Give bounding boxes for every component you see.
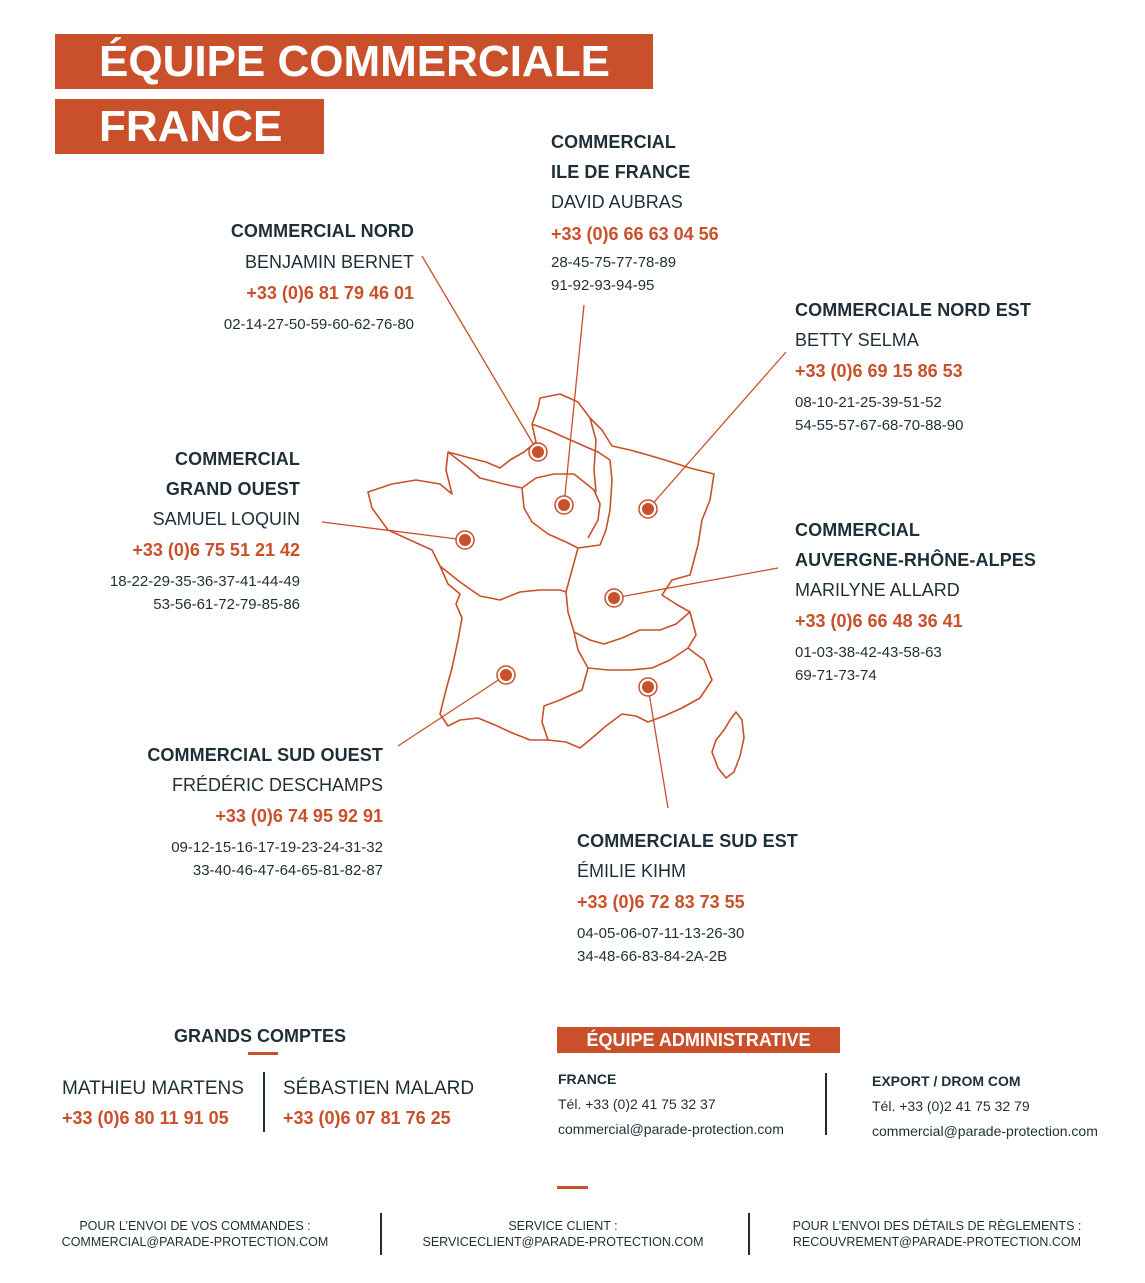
- rep-title: COMMERCIALE SUD EST: [577, 831, 798, 851]
- footer-service-client: [405, 1218, 721, 1250]
- rep-departments: 01-03-38-42-43-58-63: [795, 644, 942, 661]
- rep-card-nord-est: [795, 301, 1031, 433]
- rep-departments: 02-14-27-50-59-60-62-76-80: [223, 316, 414, 333]
- grands-comptes-name-2: SÉBASTIEN MALARD: [283, 1078, 475, 1099]
- rep-card-nord: [150, 222, 414, 332]
- rep-title: COMMERCIAL: [551, 132, 676, 152]
- rep-departments: 09-12-15-16-17-19-23-24-31-32: [171, 839, 383, 856]
- leader-line-sud-est: [648, 687, 668, 808]
- rep-title-line2: AUVERGNE-RHÔNE-ALPES: [795, 550, 1037, 570]
- rep-departments-line2: 54-55-57-67-68-70-88-90: [795, 417, 964, 434]
- rep-phone[interactable]: +33 (0)6 81 79 46 01: [246, 283, 414, 303]
- rep-name: SAMUEL LOQUIN: [152, 509, 300, 529]
- footer-service-label: SERVICE CLIENT :: [508, 1219, 618, 1233]
- rep-title: COMMERCIAL SUD OUEST: [147, 745, 383, 765]
- rep-name: BENJAMIN BERNET: [244, 252, 414, 272]
- rep-departments-line2: 91-92-93-94-95: [551, 277, 655, 294]
- rep-title: COMMERCIAL: [795, 520, 920, 540]
- location-dot-idf: [555, 496, 573, 514]
- rep-title: COMMERCIALE NORD EST: [795, 300, 1031, 320]
- location-dot-sud-est: [639, 678, 657, 696]
- leader-line-sud-ouest: [398, 675, 506, 746]
- footer-divider-2: [748, 1213, 750, 1255]
- leader-line-aura: [614, 568, 778, 598]
- rep-card-sud-est: [577, 832, 798, 964]
- rep-phone[interactable]: +33 (0)6 69 15 86 53: [795, 361, 963, 381]
- rep-phone[interactable]: +33 (0)6 75 51 21 42: [132, 540, 300, 560]
- rep-phone[interactable]: +33 (0)6 66 48 36 41: [795, 611, 963, 631]
- rep-card-grand-ouest: [40, 450, 300, 612]
- grands-comptes-phone-1[interactable]: +33 (0)6 80 11 91 05: [62, 1108, 229, 1128]
- page-title: ÉQUIPE COMMERCIALE: [99, 37, 610, 86]
- location-dot-nord: [529, 443, 547, 461]
- footer-orders-email[interactable]: COMMERCIAL@PARADE-PROTECTION.COM: [61, 1235, 329, 1249]
- rep-card-auvergne-rhone-alpes: [795, 521, 1036, 683]
- rep-phone[interactable]: +33 (0)6 74 95 92 91: [215, 806, 383, 826]
- footer-divider-1: [380, 1213, 382, 1255]
- admin-france-email[interactable]: commercial@parade-protection.com: [558, 1121, 784, 1137]
- rep-phone[interactable]: +33 (0)6 66 63 04 56: [551, 224, 719, 244]
- page-subtitle: FRANCE: [99, 102, 283, 151]
- admin-france-title: FRANCE: [558, 1071, 617, 1087]
- admin-export-title: EXPORT / DROM COM: [872, 1073, 1021, 1089]
- footer-service-email[interactable]: SERVICECLIENT@PARADE-PROTECTION.COM: [422, 1235, 704, 1249]
- rep-title-line2: GRAND OUEST: [165, 479, 300, 499]
- rep-title: COMMERCIAL: [175, 449, 300, 469]
- rep-departments-line2: 33-40-46-47-64-65-81-82-87: [192, 862, 383, 879]
- grands-comptes-phone-2[interactable]: +33 (0)6 07 81 76 25: [283, 1108, 451, 1128]
- rep-departments: 08-10-21-25-39-51-52: [795, 394, 942, 411]
- grands-comptes-name-1: MATHIEU MARTENS: [62, 1078, 244, 1099]
- leader-line-nord-est: [648, 352, 786, 509]
- corsica-outline: [712, 712, 744, 778]
- rep-name: MARILYNE ALLARD: [795, 580, 960, 600]
- leader-line-nord: [422, 256, 538, 452]
- grands-comptes-title: GRANDS COMPTES: [174, 1026, 347, 1046]
- section-divider-dash: [557, 1186, 588, 1189]
- rep-card-ile-de-france: [551, 133, 719, 293]
- location-dot-grand-ouest: [456, 531, 474, 549]
- rep-departments-line2: 34-48-66-83-84-2A-2B: [577, 948, 728, 965]
- location-dot-aura: [605, 589, 623, 607]
- rep-title-line2: ILE DE FRANCE: [551, 162, 691, 182]
- location-dot-sud-ouest: [497, 666, 515, 684]
- rep-name: BETTY SELMA: [795, 330, 919, 350]
- footer-orders-label: POUR L’ENVOI DE VOS COMMANDES :: [79, 1219, 311, 1233]
- rep-name: FRÉDÉRIC DESCHAMPS: [171, 775, 383, 795]
- rep-title: COMMERCIAL NORD: [230, 221, 414, 241]
- grands-comptes-underline: [248, 1052, 278, 1055]
- footer-orders: [40, 1218, 350, 1250]
- location-dot-nord-est: [639, 500, 657, 518]
- rep-departments: 18-22-29-35-36-37-41-44-49: [109, 573, 300, 590]
- footer-payments-email[interactable]: RECOUVREMENT@PARADE-PROTECTION.COM: [792, 1235, 1082, 1249]
- admin-export-email[interactable]: commercial@parade-protection.com: [872, 1123, 1098, 1139]
- rep-name: DAVID AUBRAS: [551, 192, 683, 212]
- rep-departments: 28-45-75-77-78-89: [551, 254, 677, 271]
- rep-departments-line2: 53-56-61-72-79-85-86: [153, 596, 300, 613]
- rep-phone[interactable]: +33 (0)6 72 83 73 55: [577, 892, 745, 912]
- rep-departments-line2: 69-71-73-74: [795, 667, 877, 684]
- rep-name: ÉMILIE KIHM: [577, 861, 687, 881]
- leader-line-grand-ouest: [322, 522, 465, 540]
- grands-comptes-divider: [263, 1072, 265, 1132]
- admin-export-tel[interactable]: Tél. +33 (0)2 41 75 32 79: [872, 1098, 1030, 1114]
- admin-divider: [825, 1073, 827, 1135]
- admin-france-tel[interactable]: Tél. +33 (0)2 41 75 32 37: [558, 1096, 716, 1112]
- footer-payments: [772, 1218, 1102, 1250]
- admin-team-banner: ÉQUIPE ADMINISTRATIVE: [557, 1027, 840, 1053]
- rep-card-sud-ouest: [100, 746, 383, 878]
- rep-departments: 04-05-06-07-11-13-26-30: [577, 925, 745, 942]
- footer-payments-label: POUR L’ENVOI DES DÉTAILS DE RÈGLEMENTS :: [792, 1219, 1082, 1233]
